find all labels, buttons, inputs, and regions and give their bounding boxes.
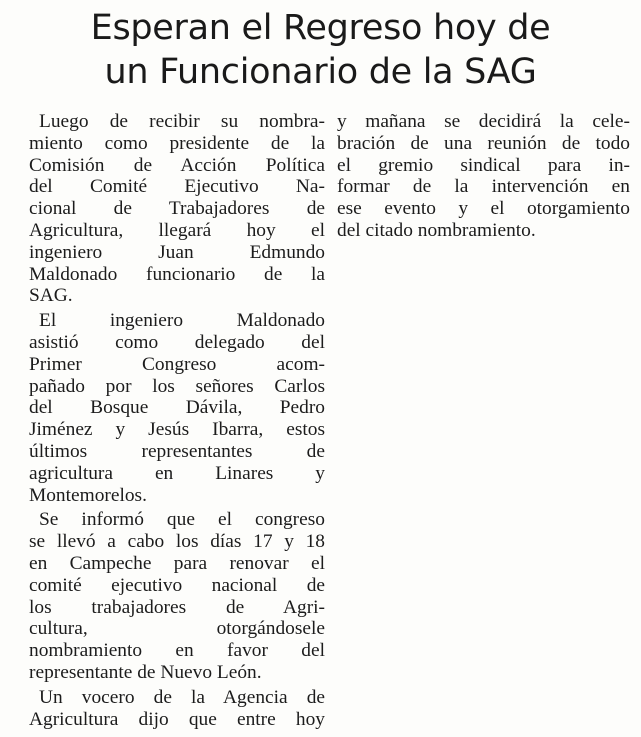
text-line: ingeniero Juan Edmundo <box>29 241 325 263</box>
text-line: Agricultura dijo que entre hoy <box>29 708 325 730</box>
text-line: en Campeche para renovar el <box>29 552 325 574</box>
text-line: y mañana se decidirá la cele- <box>337 111 630 132</box>
headline-line-2: un Funcionario de la SAG <box>104 52 537 92</box>
text-line: SAG. <box>29 285 73 307</box>
text-line: Montemorelos. <box>29 484 147 506</box>
text-line: se llevó a cabo los días 17 y 18 <box>29 531 325 553</box>
text-line: Luego de recibir su nombra- <box>39 111 325 132</box>
paragraph <box>29 509 325 683</box>
text-line: Un vocero de la Agencia de <box>39 686 325 708</box>
text-line: Primer Congreso acom- <box>29 353 325 375</box>
text-line: Comisión de Acción Política <box>29 154 325 176</box>
text-line: Agricultura, llegará hoy el <box>29 219 325 241</box>
text-line: últimos representantes de <box>29 440 325 462</box>
text-line: Se informó que el congreso <box>39 509 325 531</box>
text-line: nombramiento en favor del <box>29 640 325 662</box>
headline <box>0 6 641 94</box>
text-line: comité ejecutivo nacional de <box>29 574 325 596</box>
text-line: representante de Nuevo León. <box>29 661 262 683</box>
paragraph <box>29 687 325 731</box>
text-line: El ingeniero Maldonado <box>39 310 325 332</box>
text-line: del Comité Ejecutivo Na- <box>29 176 325 198</box>
text-line: los trabajadores de Agri- <box>29 596 325 618</box>
text-line: cultura, otorgándosele <box>29 618 325 640</box>
text-line: bración de una reunión de todo <box>337 132 630 154</box>
paragraph <box>337 111 630 242</box>
text-line: pañado por los señores Carlos <box>29 375 325 397</box>
text-line: miento como presidente de la <box>29 132 325 154</box>
text-line: el gremio sindical para in- <box>337 154 630 176</box>
text-line: agricultura en Linares y <box>29 462 325 484</box>
text-line: formar de la intervención en <box>337 176 630 198</box>
headline-line-1: Esperan el Regreso hoy de <box>90 8 551 48</box>
text-line: Maldonado funcionario de la <box>29 263 325 285</box>
paragraph <box>29 111 325 307</box>
article-left-column <box>29 111 325 730</box>
article-right-column <box>337 111 630 242</box>
text-line: del Bosque Dávila, Pedro <box>29 397 325 419</box>
paragraph <box>29 310 325 506</box>
text-line: cional de Trabajadores de <box>29 198 325 220</box>
text-line: Jiménez y Jesús Ibarra, estos <box>29 419 325 441</box>
text-line: asistió como delegado del <box>29 331 325 353</box>
text-line: ese evento y el otorgamiento <box>337 198 630 220</box>
text-line: del citado nombramiento. <box>337 219 536 241</box>
